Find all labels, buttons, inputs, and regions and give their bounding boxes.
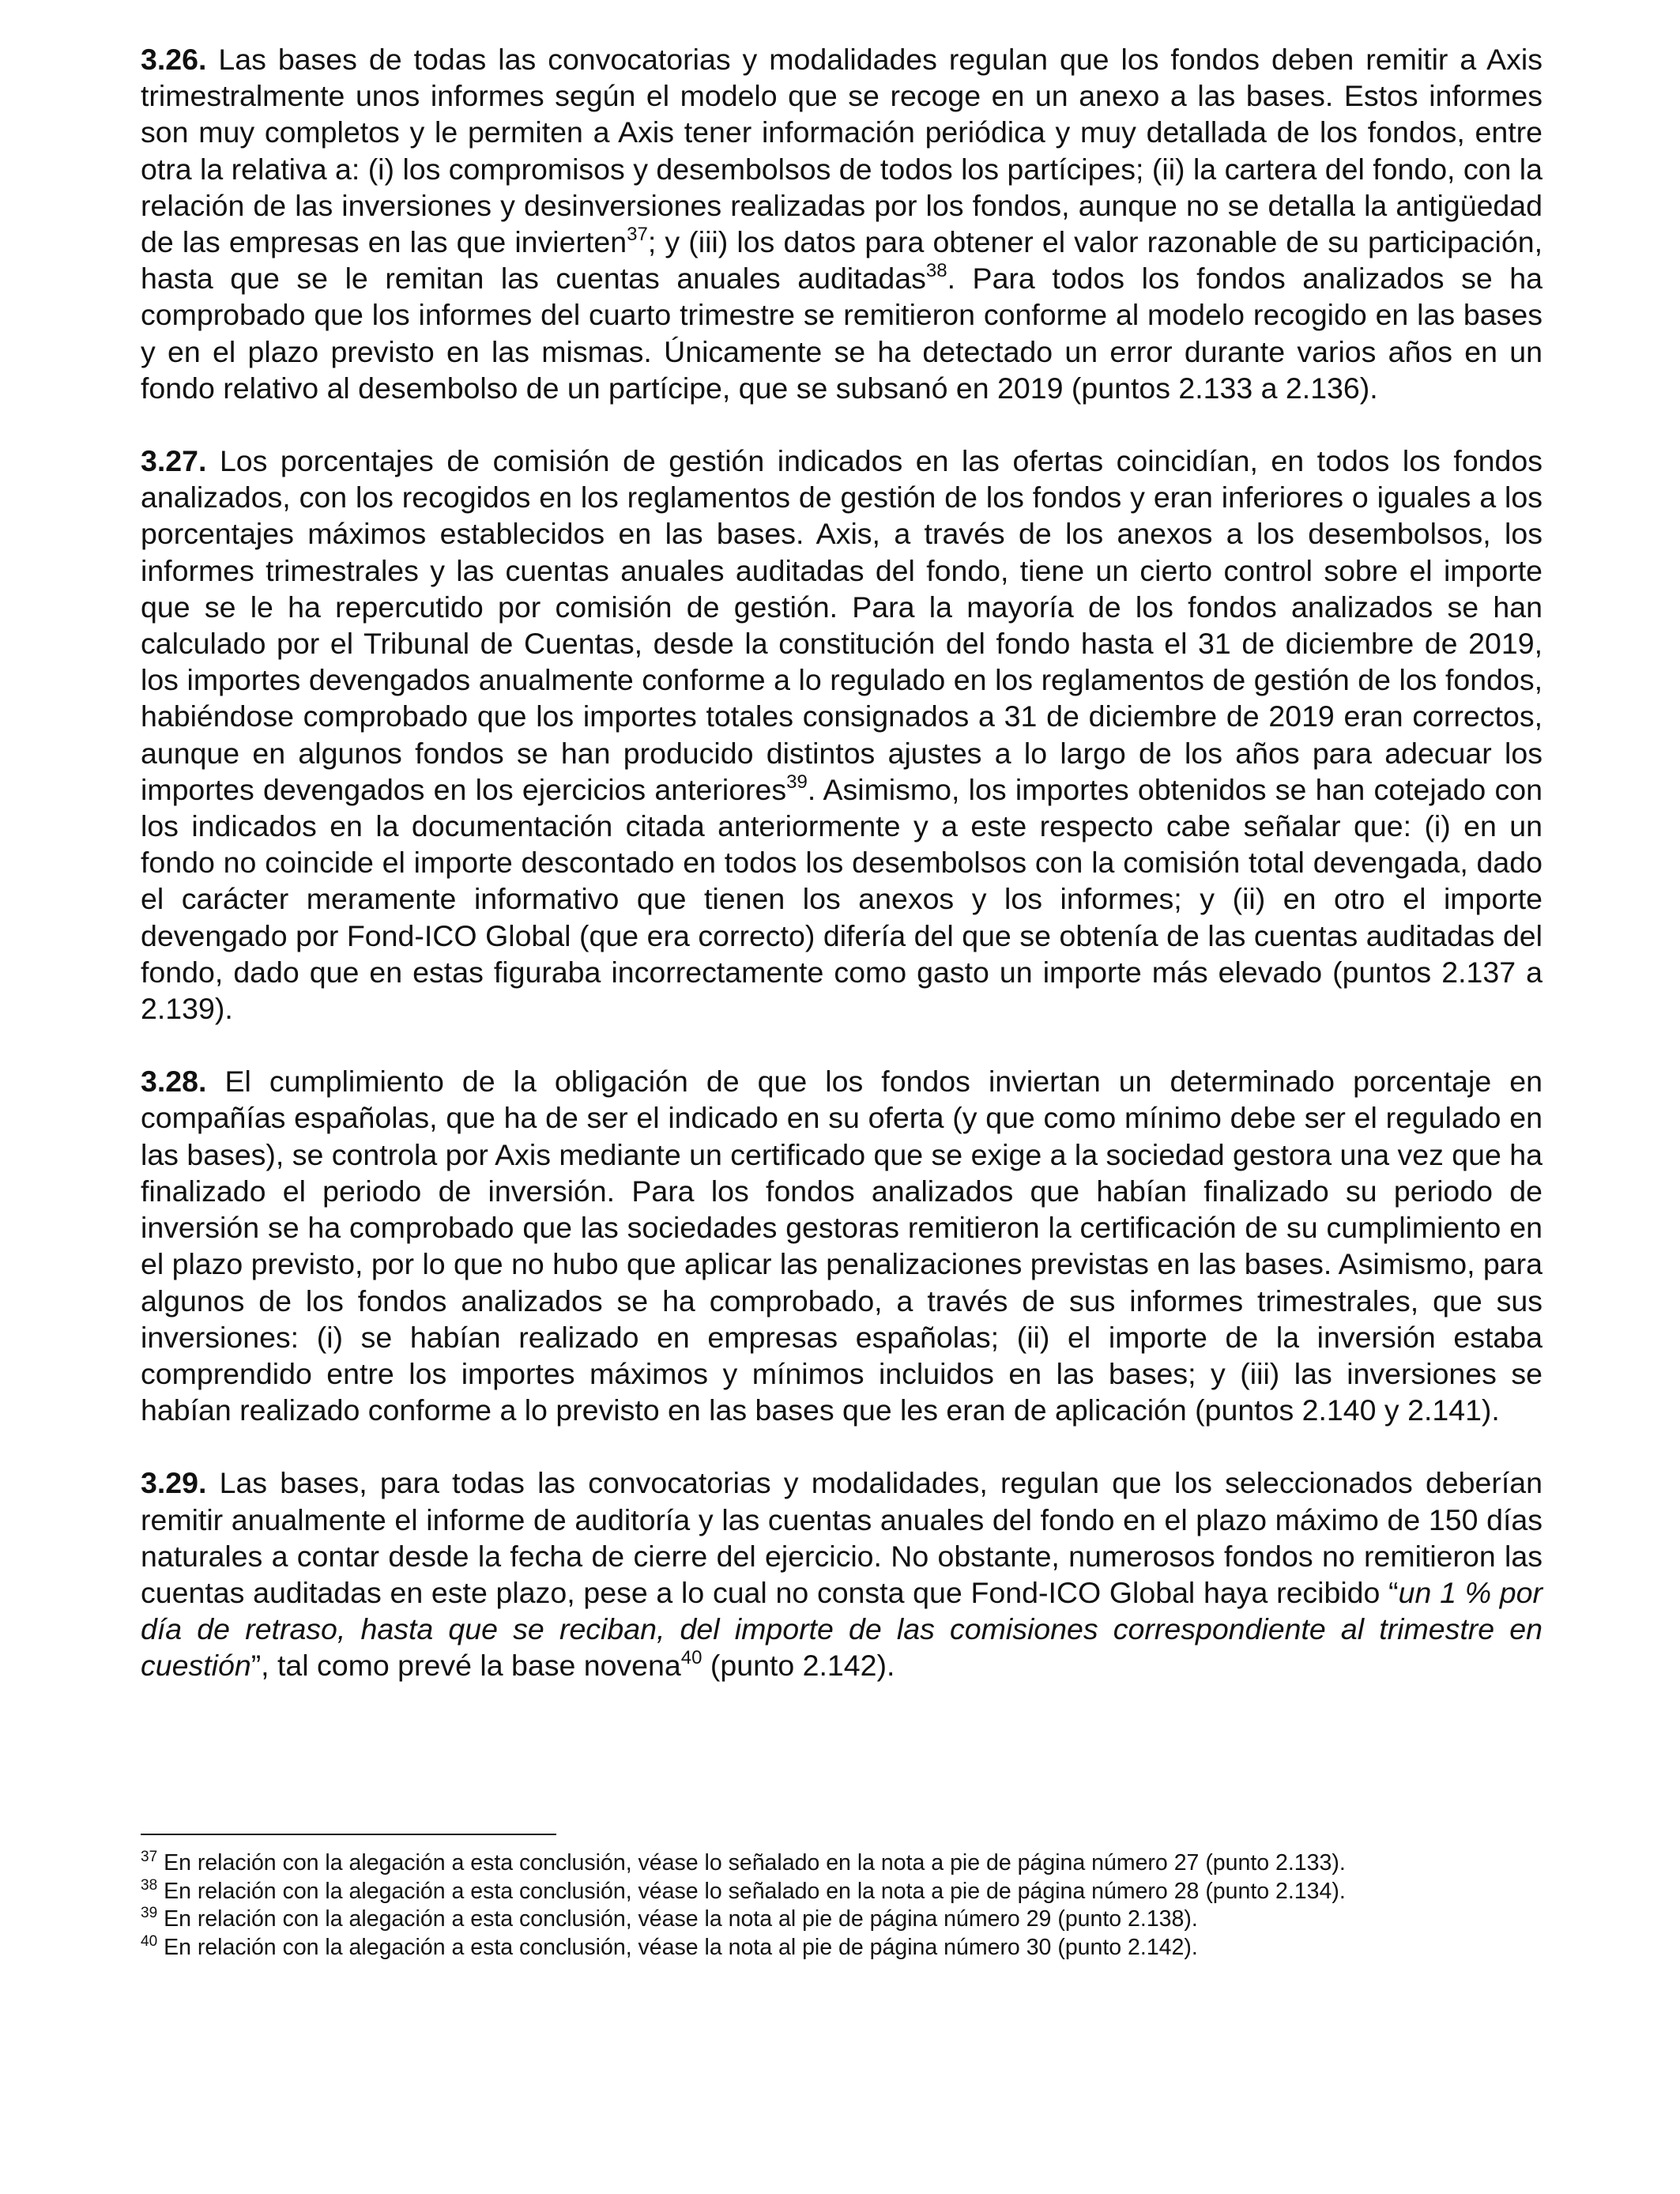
paragraph-number: 3.29. bbox=[141, 1466, 207, 1500]
footnote-ref[interactable]: 39 bbox=[786, 771, 808, 793]
footnote-text: En relación con la alegación a esta conclusión, véase lo señalado en la nota a pie de página número 28 (punto 2.134). bbox=[164, 1878, 1346, 1904]
paragraph-text: El cumplimiento de la obligación de que los fondos inviertan un determinado porcentaje en compañías españolas, que ha de ser el indicado en su oferta (y que como mínimo debe ser el regulado en las bases), se controla por Axis mediante un certificado que se exige a la sociedad gestora una vez que ha finalizado el periodo de inversión. Para los fondos analizados que habían finalizado su periodo de inversión se ha comprobado que las sociedades gestoras remitieron la certificación de su cumplimiento en el plazo previsto, por lo que no hubo que aplicar las penalizaciones previstas en las bases. Asimismo, para algunos de los fondos analizados se ha comprobado, a través de sus informes trimestrales, que sus inversiones: (i) se habían realizado en empresas españolas; (ii) el importe de la inversión estaba comprendido entre los importes máximos y mínimos incluidos en las bases; y (iii) las inversiones se habían realizado conforme a lo previsto en las bases que les eran de aplicación (puntos 2.140 y 2.141). bbox=[141, 1065, 1543, 1427]
paragraph-text: Los porcentajes de comisión de gestión indicados en las ofertas coincidían, en todos los fondos analizados, con los recogidos en los reglamentos de gestión de los fondos y eran inferiores o iguales a los porcentajes máximos establecidos en las bases. Axis, a través de los anexos a los desembolsos, los informes trimestrales y las cuentas anuales auditadas del fondo, tiene un cierto control sobre el importe que se le ha repercutido por comisión de gestión. Para la mayoría de los fondos analizados se han calculado por el Tribunal de Cuentas, desde la constitución del fondo hasta el 31 de diciembre de 2019, los importes devengados anualmente conforme a lo regulado en los reglamentos de gestión de los fondos, habiéndose comprobado que los importes totales consignados a 31 de diciembre de 2019 eran correctos, aunque en algunos fondos se han producido distintos ajustes a lo largo de los años para adecuar los importes devengados en los ejercicios anteriores bbox=[141, 444, 1543, 806]
footnote-number: 38 bbox=[141, 1876, 158, 1894]
paragraph-number: 3.27. bbox=[141, 444, 207, 478]
paragraph-text: . Asimismo, los importes obtenidos se han cotejado con los indicados en la documentación citada anteriormente y a este respecto cabe señalar que: (i) en un fondo no coincide el importe descontado en todos los desembolsos con la comisión total devengada, dado el carácter meramente informativo que tienen los anexos y los informes; y (ii) en otro el importe devengado por Fond-ICO Global (que era correcto) difería del que se obtenía de las cuentas auditadas del fondo, dado que en estas figuraba incorrectamente como gasto un importe más elevado (puntos 2.137 a 2.139). bbox=[141, 772, 1543, 1026]
footnote-text: En relación con la alegación a esta conclusión, véase lo señalado en la nota a pie de página número 27 (punto 2.133). bbox=[164, 1850, 1346, 1875]
footnote-text: En relación con la alegación a esta conclusión, véase la nota al pie de página número 30 (punto 2.142). bbox=[164, 1934, 1198, 1960]
paragraph-3-27 bbox=[141, 443, 1543, 1027]
footnote-ref[interactable]: 37 bbox=[627, 224, 648, 246]
footnote-number: 39 bbox=[141, 1905, 158, 1921]
footnote-number: 40 bbox=[141, 1932, 158, 1950]
document-body bbox=[141, 41, 1543, 1721]
footnote-divider bbox=[141, 1834, 556, 1835]
footnote-ref[interactable]: 40 bbox=[680, 1647, 703, 1669]
paragraph-3-26 bbox=[141, 41, 1543, 406]
paragraph-text: ”, tal como prevé la base novena bbox=[250, 1649, 681, 1683]
footnote-text: En relación con la alegación a esta conclusión, véase la nota al pie de página número 29 (punto 2.138). bbox=[164, 1906, 1198, 1932]
paragraph-text: ; y (iii) los datos para obtener el valor razonable de su participación, hasta que se le remitan las cuentas anuales auditadas bbox=[141, 225, 1543, 296]
footnote-number: 37 bbox=[141, 1849, 158, 1865]
footnote-39 bbox=[141, 1906, 1543, 1934]
quoted-text: un 1 % por día de retraso, hasta que se reciban, del importe de las comisiones correspondiente al trimestre en cuestión bbox=[141, 1575, 1543, 1683]
paragraph-text: Las bases de todas las convocatorias y modalidades regulan que los fondos deben remitir a Axis trimestralmente unos informes según el modelo que se recoge en un anexo a las bases. Estos informes son muy completos y le permiten a Axis tener información periódica y muy detallada de los fondos, entre otra la relativa a: (i) los compromisos y desembolsos de todos los partícipes; (ii) la cartera del fondo, con la relación de las inversiones y desinversiones realizadas por los fondos, aunque no se detalla la antigüedad de las empresas en las que invierten bbox=[141, 43, 1543, 259]
paragraph-text: Las bases, para todas las convocatorias y modalidades, regulan que los seleccionados deberían remitir anualmente el informe de auditoría y las cuentas anuales del fondo en el plazo máximo de 150 días naturales a contar desde la fecha de cierre del ejercicio. No obstante, numerosos fondos no remitieron las cuentas auditadas en este plazo, pese a lo cual no consta que Fond-ICO Global haya recibido “ bbox=[141, 1466, 1543, 1609]
footnote-40 bbox=[141, 1934, 1543, 1962]
paragraph-number: 3.28. bbox=[141, 1065, 207, 1099]
footnote-ref[interactable]: 38 bbox=[925, 260, 947, 282]
paragraph-text: (punto 2.142). bbox=[702, 1649, 895, 1683]
paragraph-3-29 bbox=[141, 1465, 1543, 1683]
footnote-38 bbox=[141, 1878, 1543, 1906]
footnotes bbox=[141, 1849, 1543, 1962]
paragraph-text: . Para todos los fondos analizados se ha comprobado que los informes del cuarto trimestre se remitieron conforme al modelo recogido en las bases y en el plazo previsto en las mismas. Únicamente se ha detectado un error durante varios años en un fondo relativo al desembolso de un partícipe, que se subsanó en 2019 (puntos 2.133 a 2.136). bbox=[141, 262, 1543, 405]
paragraph-3-28 bbox=[141, 1063, 1543, 1428]
footnote-37 bbox=[141, 1849, 1543, 1878]
paragraph-number: 3.26. bbox=[141, 43, 207, 76]
